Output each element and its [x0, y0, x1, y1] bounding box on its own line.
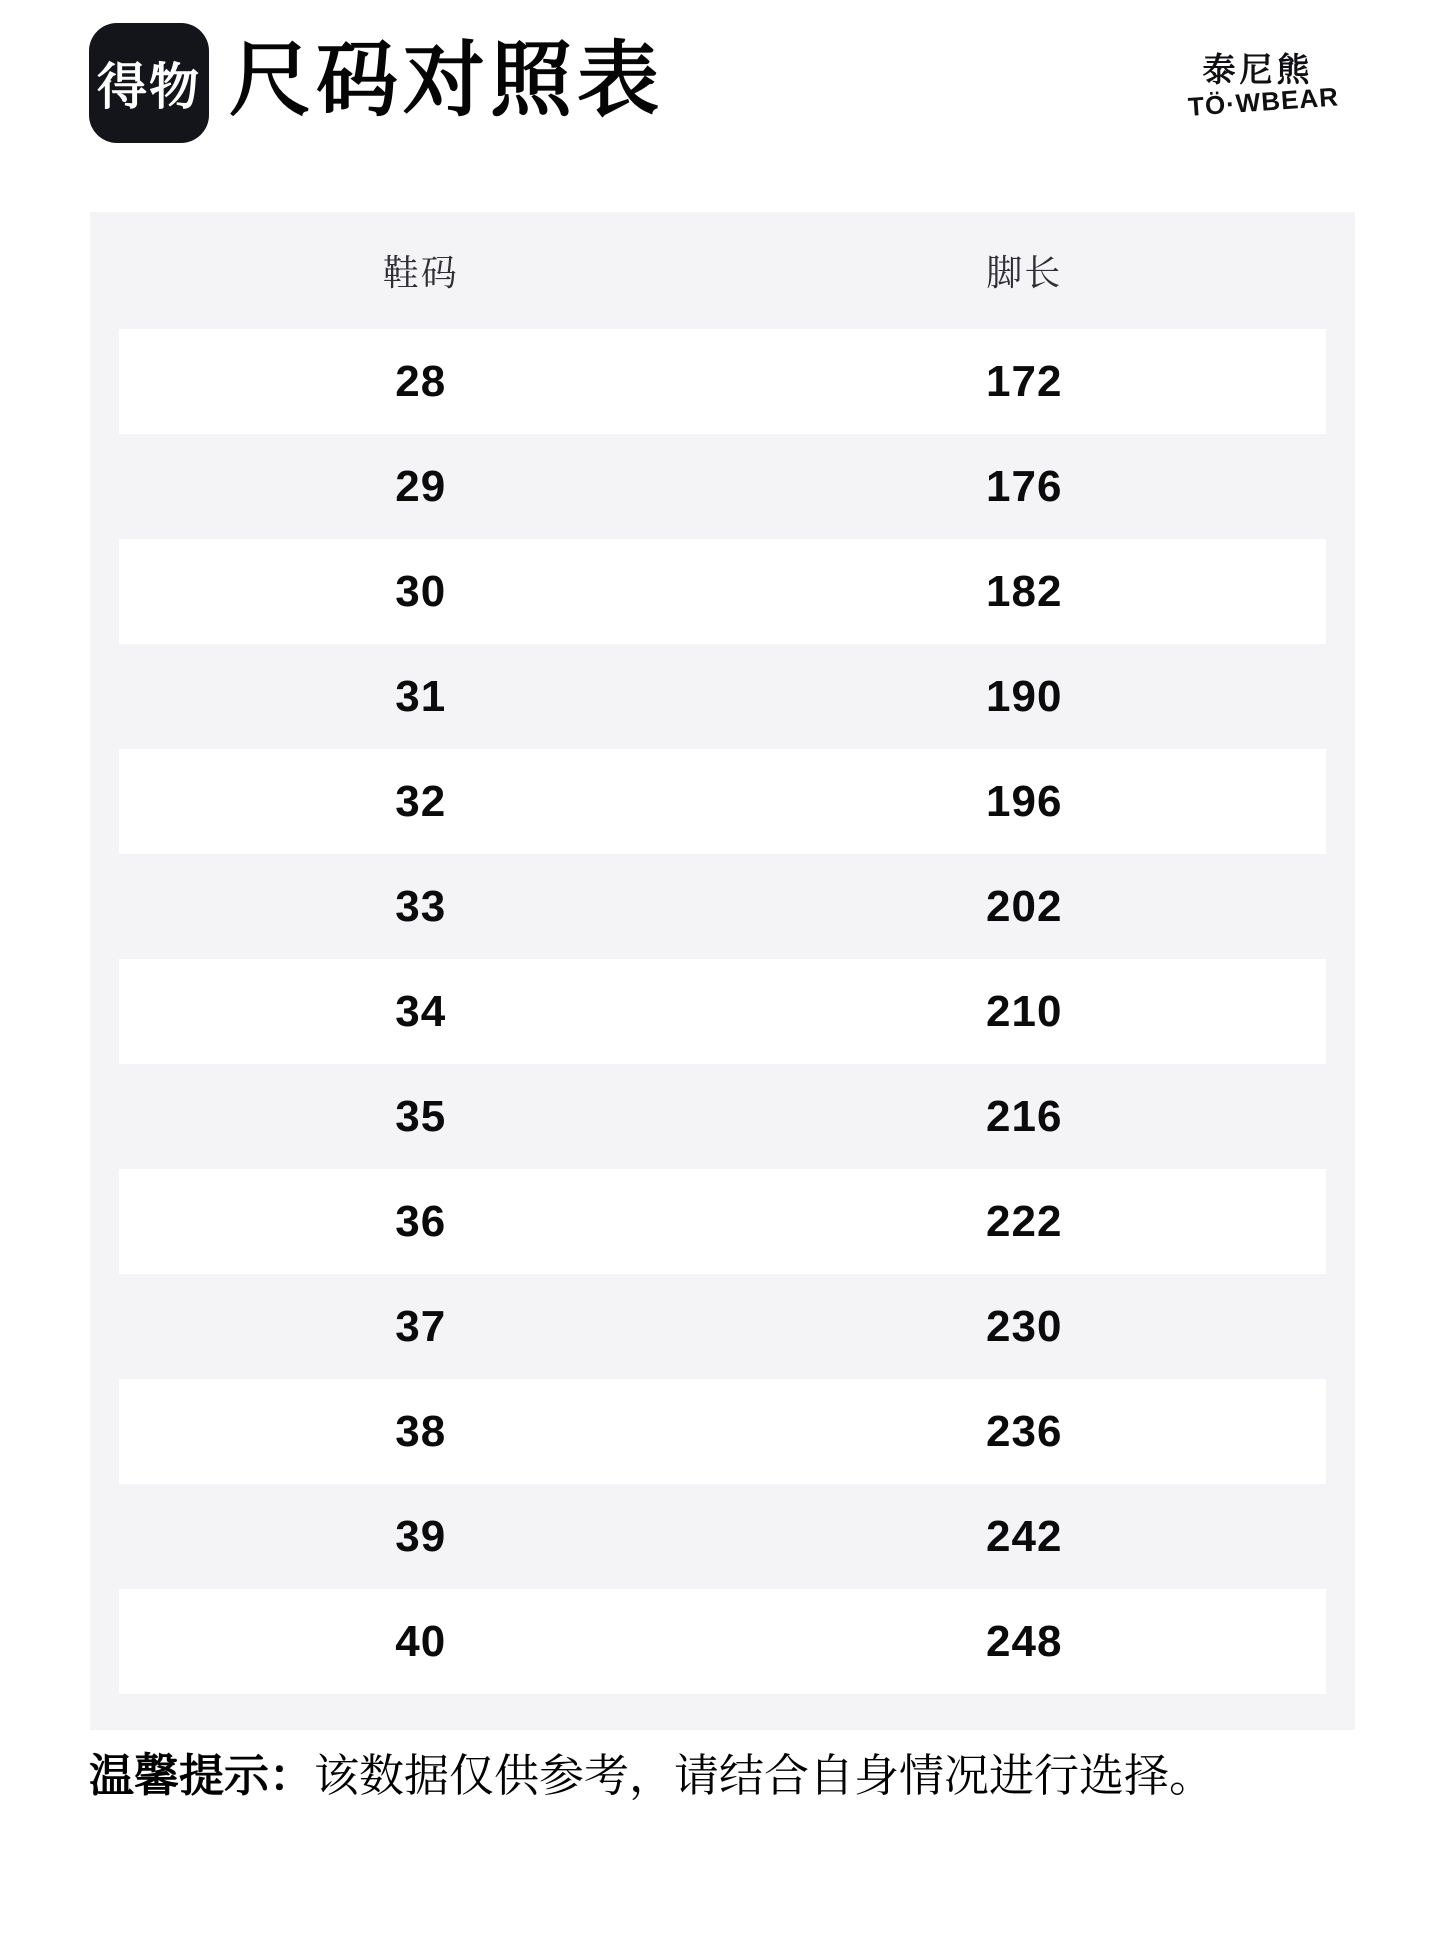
table-cell: 196 [986, 776, 1063, 826]
table-cell: 32 [395, 776, 447, 826]
table-row [119, 329, 1326, 434]
table-cell: 190 [986, 671, 1063, 721]
table-cell: 29 [395, 461, 447, 511]
footer-tip [89, 1748, 1214, 1804]
table-row [119, 539, 1326, 644]
table-cell: 30 [395, 566, 447, 616]
table-cell: 202 [986, 881, 1063, 931]
column-header-foot-length: 脚长 [986, 252, 1063, 293]
table-cell: 242 [986, 1511, 1063, 1561]
table-row [119, 1589, 1326, 1694]
table-cell: 40 [395, 1616, 447, 1666]
table-row [119, 644, 1326, 749]
table-cell: 216 [986, 1091, 1063, 1141]
table-row [119, 1484, 1326, 1589]
table-cell: 176 [986, 461, 1063, 511]
table-row [119, 854, 1326, 959]
table-cell: 38 [395, 1406, 447, 1456]
tip-label: 温馨提示： [89, 1750, 315, 1801]
table-row [119, 1169, 1326, 1274]
table-row [119, 434, 1326, 539]
size-chart-card [90, 212, 1355, 1730]
table-cell: 28 [395, 356, 447, 406]
table-cell: 230 [986, 1301, 1063, 1351]
table-cell: 39 [395, 1511, 447, 1561]
table-cell: 33 [395, 881, 447, 931]
table-row [119, 1064, 1326, 1169]
toybear-brand-logo [1187, 44, 1340, 122]
table-row [119, 959, 1326, 1064]
table-row [119, 1379, 1326, 1484]
page-title: 尺码对照表 [229, 35, 665, 126]
table-cell: 172 [986, 356, 1063, 406]
table-cell: 35 [395, 1091, 447, 1141]
table-cell: 210 [986, 986, 1063, 1036]
table-cell: 36 [395, 1196, 447, 1246]
table-row [119, 749, 1326, 854]
brand-english-name: TÖ·WBEAR [1187, 81, 1340, 122]
tip-text: 该数据仅供参考，请结合自身情况进行选择。 [314, 1750, 1215, 1801]
table-header-row [119, 212, 1326, 329]
column-header-shoe-size: 鞋码 [382, 252, 459, 293]
dewu-app-logo [89, 23, 209, 143]
table-row [119, 1274, 1326, 1379]
table-cell: 31 [395, 671, 447, 721]
brand-chinese-name: 泰尼熊 [1202, 51, 1314, 88]
table-body [119, 329, 1326, 1694]
table-cell: 37 [395, 1301, 447, 1351]
table-cell: 236 [986, 1406, 1063, 1456]
table-cell: 222 [986, 1196, 1063, 1246]
table-cell: 182 [986, 566, 1063, 616]
table-cell: 34 [395, 986, 447, 1036]
dewu-logo-text: 得物 [97, 59, 201, 115]
table-cell: 248 [986, 1616, 1063, 1666]
